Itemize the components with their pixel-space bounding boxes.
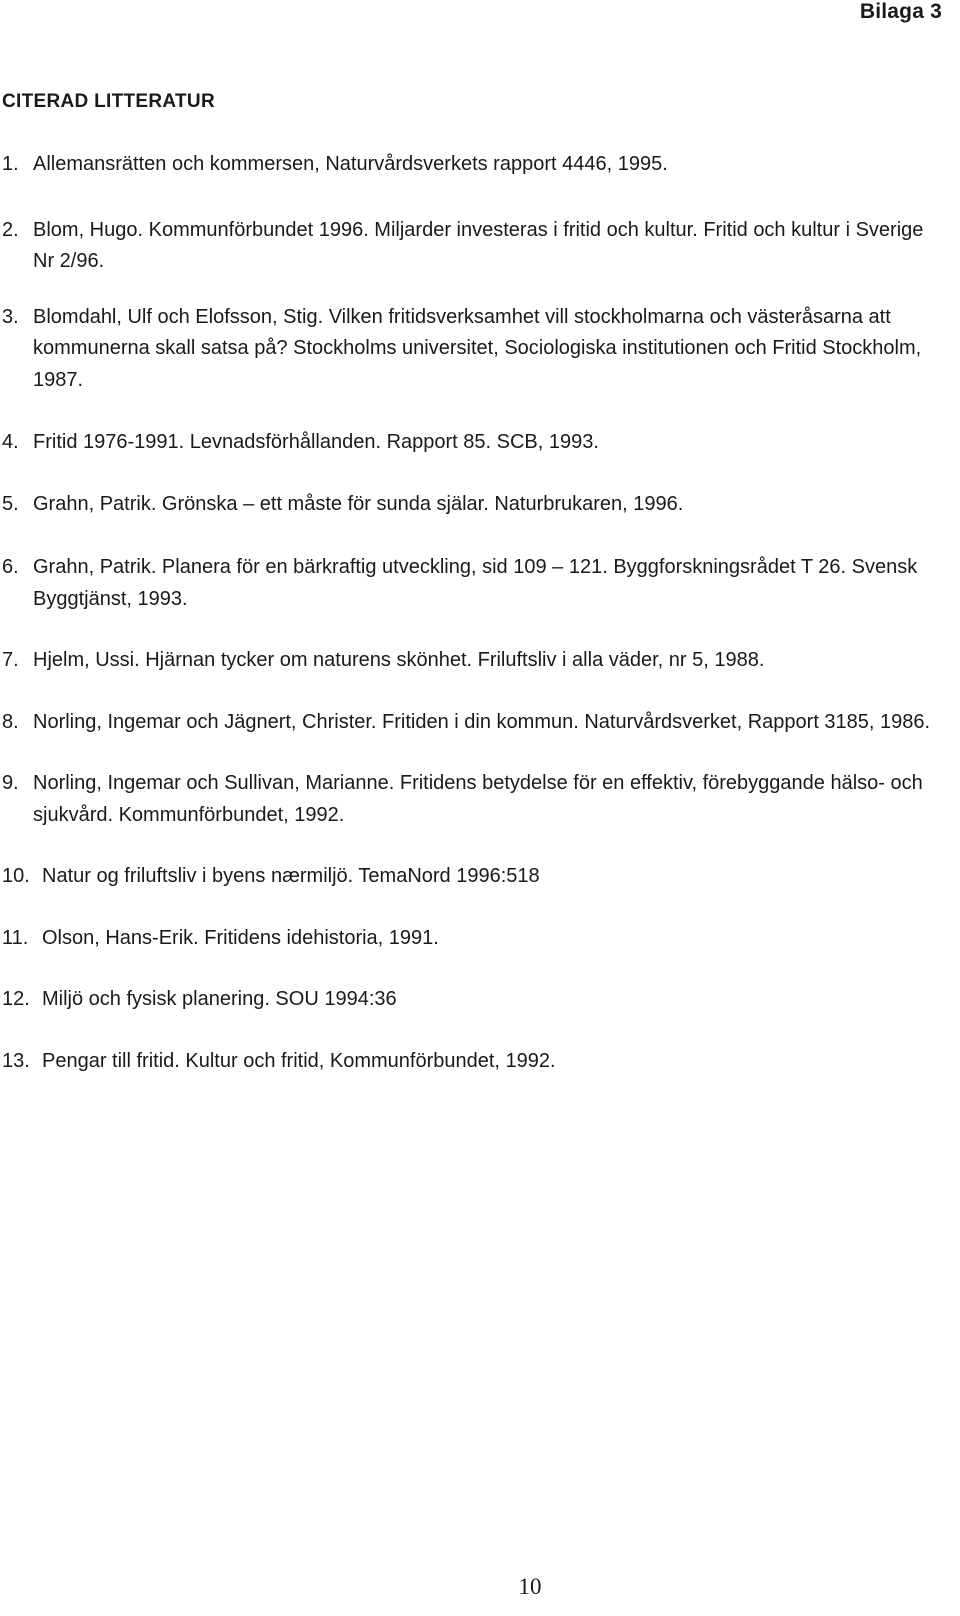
reference-text: Blomdahl, Ulf och Elofsson, Stig. Vilken fritidsverksamhet vill stockholmarna och västeråsarna att kommunerna skall satsa på? Stockholms universitet, Sociologiska institutionen och Fritid Stockholm, 1987.	[33, 305, 922, 391]
reference-number: 12.	[2, 988, 30, 1010]
reference-item-10	[2, 861, 947, 893]
reference-list	[2, 149, 947, 1077]
page-number: 10	[518, 1574, 542, 1599]
reference-item-2	[2, 215, 947, 278]
reference-number: 9.	[2, 772, 19, 794]
reference-number: 5.	[2, 492, 19, 515]
reference-text: Norling, Ingemar och Sullivan, Marianne. Fritidens betydelse för en effektiv, förebyggande hälso- och sjukvård. Kommunförbundet, 1992.	[33, 772, 923, 826]
reference-text: Miljö och fysisk planering. SOU 1994:36	[42, 988, 397, 1010]
reference-number: 13.	[2, 1049, 30, 1072]
reference-number: 2.	[2, 218, 19, 241]
reference-item-4	[2, 427, 947, 459]
reference-item-6	[2, 552, 947, 615]
reference-item-9	[2, 768, 947, 831]
reference-item-1	[2, 149, 947, 181]
appendix-label: Bilaga 3	[859, 0, 942, 23]
reference-item-12	[2, 984, 947, 1016]
reference-text: Allemansrätten och kommersen, Naturvårdsverkets rapport 4446, 1995.	[33, 153, 668, 175]
reference-number: 11.	[2, 926, 29, 949]
reference-text: Olson, Hans-Erik. Fritidens idehistoria, 1991.	[42, 926, 439, 949]
reference-text: Grahn, Patrik. Grönska – ett måste för sunda själar. Naturbrukaren, 1996.	[33, 492, 684, 515]
reference-item-11	[2, 923, 947, 955]
reference-text: Blom, Hugo. Kommunförbundet 1996. Miljarder investeras i fritid och kultur. Fritid och kultur i Sverige Nr 2/96.	[33, 218, 924, 272]
reference-text: Fritid 1976-1991. Levnadsförhållanden. Rapport 85. SCB, 1993.	[33, 431, 599, 453]
reference-number: 6.	[2, 556, 19, 578]
reference-number: 10.	[2, 865, 30, 887]
reference-item-3	[2, 302, 947, 397]
reference-text: Grahn, Patrik. Planera för en bärkraftig utveckling, sid 109 – 121. Byggforskningsrådet T 26. Svensk Byggtjänst, 1993.	[33, 556, 918, 610]
reference-text: Norling, Ingemar och Jägnert, Christer. Fritiden i din kommun. Naturvårdsverket, Rapport 3185, 1986.	[33, 710, 931, 733]
reference-item-8	[2, 707, 947, 739]
reference-text: Natur og friluftsliv i byens nærmiljö. TemaNord 1996:518	[42, 865, 540, 887]
reference-number: 1.	[2, 153, 19, 175]
reference-text: Pengar till fritid. Kultur och fritid, Kommunförbundet, 1992.	[42, 1049, 556, 1072]
section-title: CITERAD LITTERATUR	[2, 91, 215, 112]
reference-number: 7.	[2, 649, 19, 671]
reference-number: 4.	[2, 431, 19, 453]
reference-item-13	[2, 1046, 947, 1078]
reference-number: 3.	[2, 305, 19, 328]
reference-item-7	[2, 645, 947, 677]
reference-text: Hjelm, Ussi. Hjärnan tycker om naturens skönhet. Friluftsliv i alla väder, nr 5, 1988.	[33, 649, 765, 671]
reference-number: 8.	[2, 710, 19, 733]
reference-item-5	[2, 489, 947, 521]
